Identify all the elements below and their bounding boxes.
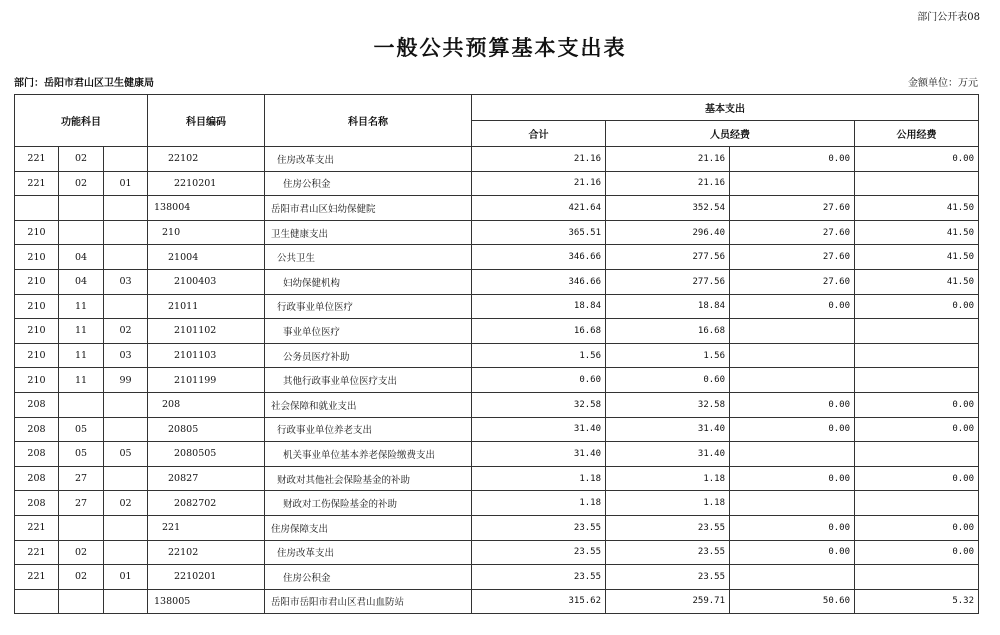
func-class-cell: 210	[15, 294, 59, 319]
public-cell: 41.50	[855, 196, 979, 221]
personnel-cell: 1.18	[606, 491, 730, 516]
department-label: 部门：岳阳市君山区卫生健康局	[14, 78, 154, 89]
personnel-detail-cell: 27.60	[730, 245, 855, 270]
func-class-cell: 208	[15, 392, 59, 417]
func-class-cell	[15, 196, 59, 221]
public-cell: 0.00	[855, 294, 979, 319]
subject-code-cell: 21004	[148, 245, 265, 270]
header-func-subject: 功能科目	[15, 95, 148, 147]
personnel-detail-cell	[730, 442, 855, 467]
subject-name-cell: 财政对工伤保险基金的补助	[265, 491, 472, 516]
personnel-detail-cell: 27.60	[730, 196, 855, 221]
personnel-cell: 1.18	[606, 466, 730, 491]
personnel-cell: 31.40	[606, 417, 730, 442]
func-item-cell: 02	[104, 319, 148, 344]
func-item-cell	[104, 589, 148, 614]
func-item-cell	[104, 220, 148, 245]
subject-code-cell: 2100403	[148, 269, 265, 294]
total-cell: 31.40	[472, 442, 606, 467]
personnel-detail-cell: 0.00	[730, 294, 855, 319]
table-row	[15, 417, 979, 442]
total-cell: 23.55	[472, 565, 606, 590]
table-row	[15, 319, 979, 344]
func-item-cell	[104, 540, 148, 565]
header-basic-expense: 基本支出	[472, 95, 979, 121]
table-row	[15, 392, 979, 417]
personnel-detail-cell: 27.60	[730, 269, 855, 294]
total-cell: 21.16	[472, 171, 606, 196]
total-cell: 346.66	[472, 269, 606, 294]
personnel-detail-cell: 0.00	[730, 147, 855, 172]
total-cell: 315.62	[472, 589, 606, 614]
personnel-detail-cell: 50.60	[730, 589, 855, 614]
table-row	[15, 466, 979, 491]
subject-name-cell: 财政对其他社会保险基金的补助	[265, 466, 472, 491]
subject-code-cell: 2101103	[148, 343, 265, 368]
subject-name-cell: 妇幼保健机构	[265, 269, 472, 294]
subject-name-cell: 住房公积金	[265, 565, 472, 590]
func-section-cell: 02	[59, 147, 104, 172]
personnel-cell: 21.16	[606, 147, 730, 172]
public-cell	[855, 343, 979, 368]
func-section-cell	[59, 589, 104, 614]
total-cell: 32.58	[472, 392, 606, 417]
func-section-cell: 27	[59, 491, 104, 516]
func-item-cell	[104, 294, 148, 319]
table-row	[15, 196, 979, 221]
func-item-cell: 02	[104, 491, 148, 516]
total-cell: 1.56	[472, 343, 606, 368]
personnel-cell: 0.60	[606, 368, 730, 393]
personnel-cell: 18.84	[606, 294, 730, 319]
personnel-detail-cell: 0.00	[730, 417, 855, 442]
personnel-cell: 296.40	[606, 220, 730, 245]
personnel-cell: 23.55	[606, 515, 730, 540]
func-section-cell	[59, 196, 104, 221]
func-section-cell: 02	[59, 540, 104, 565]
personnel-detail-cell	[730, 491, 855, 516]
func-section-cell	[59, 220, 104, 245]
personnel-cell: 259.71	[606, 589, 730, 614]
page-title: 一般公共预算基本支出表	[373, 36, 627, 60]
table-row	[15, 565, 979, 590]
subject-code-cell: 20827	[148, 466, 265, 491]
subject-code-cell: 22102	[148, 540, 265, 565]
subject-name-cell: 住房改革支出	[265, 147, 472, 172]
total-cell: 31.40	[472, 417, 606, 442]
personnel-cell: 32.58	[606, 392, 730, 417]
total-cell: 18.84	[472, 294, 606, 319]
personnel-cell: 31.40	[606, 442, 730, 467]
personnel-cell: 23.55	[606, 540, 730, 565]
personnel-detail-cell	[730, 171, 855, 196]
subject-name-cell: 行政事业单位医疗	[265, 294, 472, 319]
public-cell: 5.32	[855, 589, 979, 614]
public-cell: 0.00	[855, 466, 979, 491]
table-row	[15, 515, 979, 540]
public-cell	[855, 565, 979, 590]
func-item-cell: 01	[104, 565, 148, 590]
func-item-cell: 03	[104, 269, 148, 294]
func-class-cell: 210	[15, 220, 59, 245]
func-class-cell: 210	[15, 319, 59, 344]
public-cell: 0.00	[855, 417, 979, 442]
func-section-cell: 04	[59, 269, 104, 294]
func-class-cell: 210	[15, 368, 59, 393]
personnel-detail-cell	[730, 368, 855, 393]
subject-code-cell: 138004	[148, 196, 265, 221]
func-section-cell: 11	[59, 294, 104, 319]
subject-name-cell: 事业单位医疗	[265, 319, 472, 344]
func-class-cell: 208	[15, 417, 59, 442]
unit-label: 金额单位：万元	[908, 78, 978, 89]
personnel-detail-cell	[730, 343, 855, 368]
func-class-cell: 210	[15, 245, 59, 270]
subject-code-cell: 22102	[148, 147, 265, 172]
subject-name-cell: 住房改革支出	[265, 540, 472, 565]
personnel-cell: 277.56	[606, 269, 730, 294]
public-cell	[855, 319, 979, 344]
subject-name-cell: 岳阳市岳阳市君山区君山血防站	[265, 589, 472, 614]
subject-name-cell: 住房公积金	[265, 171, 472, 196]
func-section-cell: 02	[59, 565, 104, 590]
public-cell	[855, 491, 979, 516]
subject-code-cell: 2082702	[148, 491, 265, 516]
subject-code-cell: 221	[148, 515, 265, 540]
total-cell: 421.64	[472, 196, 606, 221]
personnel-detail-cell: 0.00	[730, 392, 855, 417]
table-row	[15, 147, 979, 172]
func-item-cell: 05	[104, 442, 148, 467]
func-section-cell	[59, 515, 104, 540]
subject-code-cell: 2210201	[148, 565, 265, 590]
personnel-detail-cell	[730, 565, 855, 590]
personnel-cell: 352.54	[606, 196, 730, 221]
func-class-cell: 221	[15, 540, 59, 565]
budget-table	[14, 94, 979, 614]
func-class-cell: 210	[15, 269, 59, 294]
table-row	[15, 269, 979, 294]
total-cell: 0.60	[472, 368, 606, 393]
personnel-detail-cell: 0.00	[730, 515, 855, 540]
table-number-label: 部门公开表08	[917, 12, 980, 23]
func-item-cell: 99	[104, 368, 148, 393]
table-row	[15, 220, 979, 245]
subject-name-cell: 公共卫生	[265, 245, 472, 270]
subject-name-cell: 其他行政事业单位医疗支出	[265, 368, 472, 393]
personnel-cell: 23.55	[606, 565, 730, 590]
public-cell: 41.50	[855, 220, 979, 245]
table-row	[15, 171, 979, 196]
func-section-cell: 11	[59, 343, 104, 368]
table-row	[15, 442, 979, 467]
header-public: 公用经费	[855, 121, 979, 147]
subject-name-cell: 公务员医疗补助	[265, 343, 472, 368]
personnel-cell: 277.56	[606, 245, 730, 270]
subject-name-cell: 机关事业单位基本养老保险缴费支出	[265, 442, 472, 467]
func-class-cell: 208	[15, 466, 59, 491]
func-section-cell: 27	[59, 466, 104, 491]
func-section-cell: 11	[59, 368, 104, 393]
func-item-cell	[104, 515, 148, 540]
total-cell: 365.51	[472, 220, 606, 245]
subject-code-cell: 2210201	[148, 171, 265, 196]
header-personnel: 人员经费	[606, 121, 855, 147]
total-cell: 346.66	[472, 245, 606, 270]
func-class-cell: 221	[15, 515, 59, 540]
public-cell	[855, 171, 979, 196]
public-cell	[855, 368, 979, 393]
subject-name-cell: 行政事业单位养老支出	[265, 417, 472, 442]
func-class-cell: 221	[15, 565, 59, 590]
func-section-cell	[59, 392, 104, 417]
public-cell: 0.00	[855, 147, 979, 172]
func-item-cell	[104, 466, 148, 491]
total-cell: 1.18	[472, 491, 606, 516]
func-class-cell: 221	[15, 171, 59, 196]
table-body	[15, 147, 979, 614]
personnel-detail-cell: 0.00	[730, 540, 855, 565]
table-row	[15, 540, 979, 565]
subject-name-cell: 岳阳市君山区妇幼保健院	[265, 196, 472, 221]
func-class-cell: 208	[15, 491, 59, 516]
header-total: 合计	[472, 121, 606, 147]
personnel-detail-cell	[730, 319, 855, 344]
public-cell: 0.00	[855, 515, 979, 540]
func-class-cell: 210	[15, 343, 59, 368]
public-cell: 0.00	[855, 392, 979, 417]
personnel-cell: 21.16	[606, 171, 730, 196]
func-item-cell	[104, 245, 148, 270]
personnel-detail-cell: 0.00	[730, 466, 855, 491]
func-section-cell: 02	[59, 171, 104, 196]
func-class-cell: 221	[15, 147, 59, 172]
subject-code-cell: 2101199	[148, 368, 265, 393]
subject-code-cell: 208	[148, 392, 265, 417]
func-item-cell	[104, 417, 148, 442]
table-row	[15, 491, 979, 516]
func-class-cell: 208	[15, 442, 59, 467]
public-cell	[855, 442, 979, 467]
table-row	[15, 368, 979, 393]
subject-code-cell: 2080505	[148, 442, 265, 467]
table-row	[15, 589, 979, 614]
personnel-cell: 16.68	[606, 319, 730, 344]
table-row	[15, 343, 979, 368]
public-cell: 41.50	[855, 269, 979, 294]
header-subject-name: 科目名称	[265, 95, 472, 147]
header-subject-code: 科目编码	[148, 95, 265, 147]
func-item-cell	[104, 392, 148, 417]
total-cell: 23.55	[472, 515, 606, 540]
subject-name-cell: 社会保障和就业支出	[265, 392, 472, 417]
func-section-cell: 05	[59, 417, 104, 442]
func-item-cell: 01	[104, 171, 148, 196]
subject-code-cell: 21011	[148, 294, 265, 319]
total-cell: 16.68	[472, 319, 606, 344]
public-cell: 0.00	[855, 540, 979, 565]
subject-code-cell: 20805	[148, 417, 265, 442]
func-section-cell: 05	[59, 442, 104, 467]
table-row	[15, 294, 979, 319]
func-item-cell	[104, 196, 148, 221]
func-section-cell: 04	[59, 245, 104, 270]
subject-code-cell: 2101102	[148, 319, 265, 344]
table-row	[15, 245, 979, 270]
personnel-detail-cell: 27.60	[730, 220, 855, 245]
func-class-cell	[15, 589, 59, 614]
func-item-cell	[104, 147, 148, 172]
total-cell: 1.18	[472, 466, 606, 491]
total-cell: 21.16	[472, 147, 606, 172]
personnel-cell: 1.56	[606, 343, 730, 368]
func-section-cell: 11	[59, 319, 104, 344]
subject-name-cell: 卫生健康支出	[265, 220, 472, 245]
public-cell: 41.50	[855, 245, 979, 270]
subject-name-cell: 住房保障支出	[265, 515, 472, 540]
func-item-cell: 03	[104, 343, 148, 368]
total-cell: 23.55	[472, 540, 606, 565]
subject-code-cell: 210	[148, 220, 265, 245]
subject-code-cell: 138005	[148, 589, 265, 614]
